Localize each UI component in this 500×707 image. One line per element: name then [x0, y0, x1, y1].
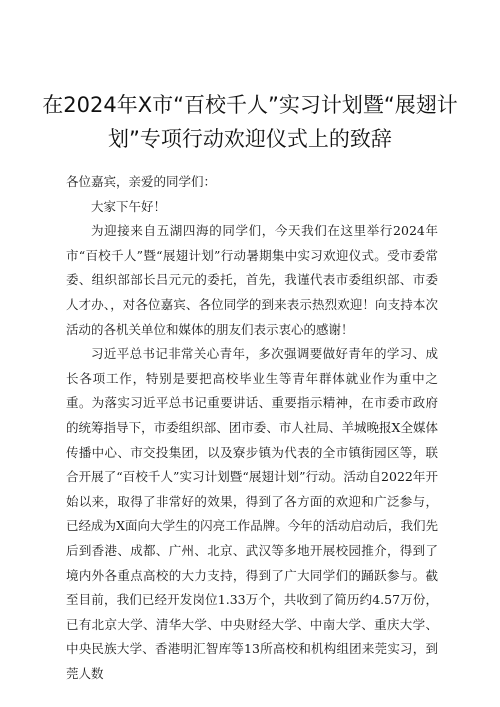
document-body: [66, 170, 438, 686]
document-title: 在2024年X市“百校千人”实习计划暨“展翅计划”专项行动欢迎仪式上的致辞: [42, 93, 458, 151]
salutation: 各位嘉宾，亲爱的同学们：: [66, 174, 217, 189]
paragraph-background: 习近平总书记非常关心青年，多次强调要做好青年的学习、成长各项工作，特别是要把高校毕业生等青年群体就业作为重中之重。为落实习近平总书记重要讲话、重要指示精神，在市委市政府的统筹指导下，市委组织部、团市委、市人社局、羊城晚报X全媒体传播中心、市交投集团，以及寮步镇为代表的全市镇街园区等，联合开展了“百校千人”实习计划暨“展翅计划”行动。活动自2022年开始以来，取得了非常好的效果，得到了各方面的欢迎和广泛参与，已经成为X面向大学生的闪亮工作品牌。今年的活动启动后，我们先后到香港、成都、广州、北京、武汉等多地开展校园推介，得到了境内外各重点高校的大力支持，得到了广大同学们的踊跃参与。截至目前，我们已经开发岗位1.33万个，共收到了简历约4.57万份，已有北京大学、清华大学、中央财经大学、中南大学、重庆大学、中央民族大学、香港明汇智库等13所高校和机构组团来莞实习，到莞人数: [66, 346, 438, 681]
paragraph-greeting: 大家下午好！: [91, 198, 167, 214]
paragraph-welcome: 为迎接来自五湖四海的同学们，今天我们在这里举行2024年市“百校千人”暨“展翅计划”行动暑期集中实习欢迎仪式。受市委常委、组织部部长吕元元的委托，首先，我谨代表市委组织部、市委人才办、，对各位嘉宾、各位同学的到来表示热烈欢迎！向支持本次活动的各机关单位和媒体的朋友们表示衷心的感谢！: [66, 223, 438, 337]
